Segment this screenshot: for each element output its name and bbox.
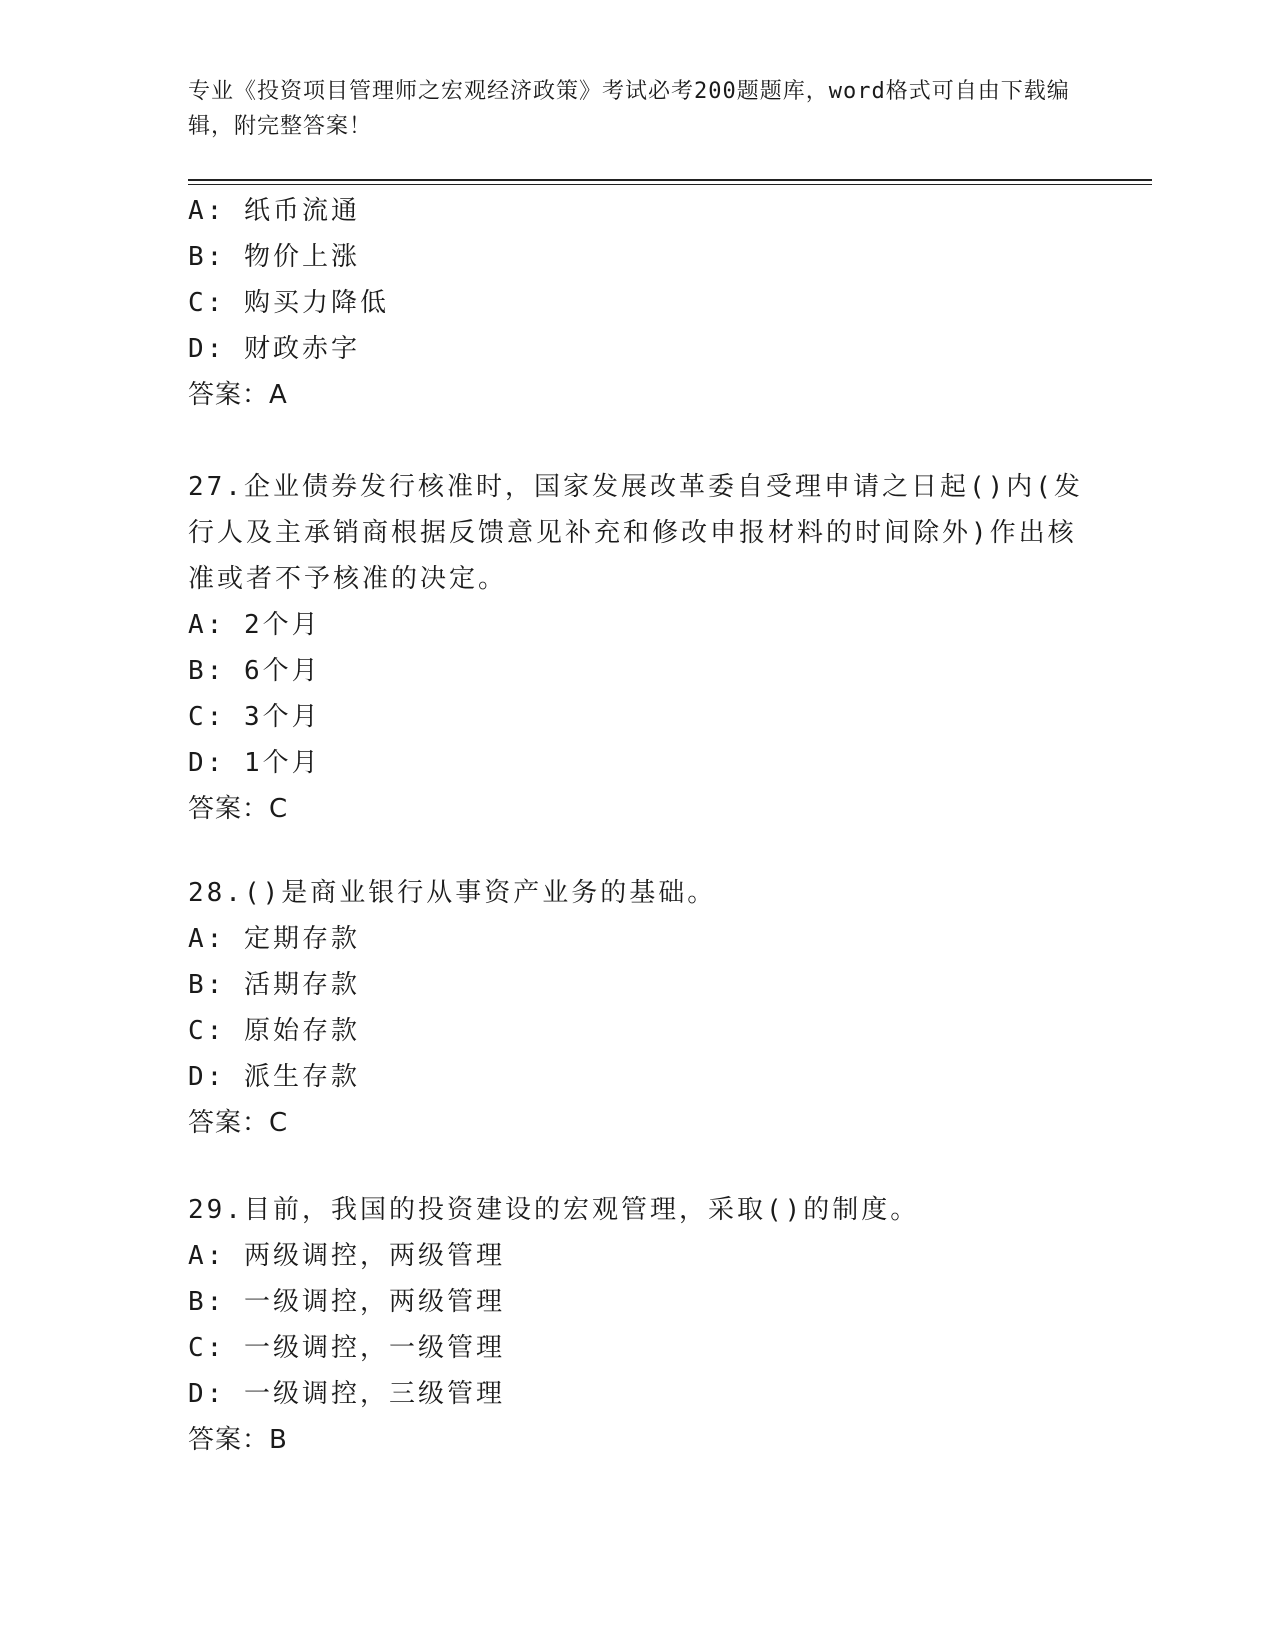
question-stem: 29.目前，我国的投资建设的宏观管理，采取()的制度。 [188, 1195, 920, 1225]
option-b: B: 物价上涨 [188, 242, 360, 272]
answer: 答案：C [188, 1108, 289, 1138]
answer: 答案：B [188, 1425, 288, 1455]
question-26 [188, 188, 1088, 418]
option-b: B: 6个月 [188, 656, 321, 686]
option-c: C: 一级调控，一级管理 [188, 1333, 505, 1363]
option-b: B: 一级调控，两级管理 [188, 1287, 505, 1317]
option-c: C: 3个月 [188, 702, 321, 732]
question-stem: 27.企业债券发行核准时，国家发展改革委自受理申请之日起()内(发行人及主承销商根据反馈意见补充和修改申报材料的时间除外)作出核准或者不予核准的决定。 [188, 472, 1083, 594]
question-28 [188, 870, 1088, 1146]
option-a: A: 两级调控，两级管理 [188, 1241, 505, 1271]
option-d: D: 一级调控，三级管理 [188, 1379, 505, 1409]
option-a: A: 2个月 [188, 610, 321, 640]
option-d: D: 财政赤字 [188, 334, 360, 364]
answer: 答案：A [188, 380, 288, 410]
option-c: C: 购买力降低 [188, 288, 389, 318]
option-d: D: 派生存款 [188, 1062, 360, 1092]
question-29 [188, 1187, 1088, 1463]
option-a: A: 定期存款 [188, 924, 360, 954]
option-b: B: 活期存款 [188, 970, 360, 1000]
question-stem: 28.()是商业银行从事资产业务的基础。 [188, 878, 717, 908]
option-a: A: 纸币流通 [188, 196, 360, 226]
option-c: C: 原始存款 [188, 1016, 360, 1046]
header-divider [188, 179, 1152, 181]
answer: 答案：C [188, 794, 289, 824]
header-divider-thin [188, 184, 1152, 185]
document-intro: 专业《投资项目管理师之宏观经济政策》考试必考200题题库，word格式可自由下载编辑，附完整答案！ [188, 79, 1070, 139]
question-27 [188, 464, 1088, 832]
option-d: D: 1个月 [188, 748, 321, 778]
